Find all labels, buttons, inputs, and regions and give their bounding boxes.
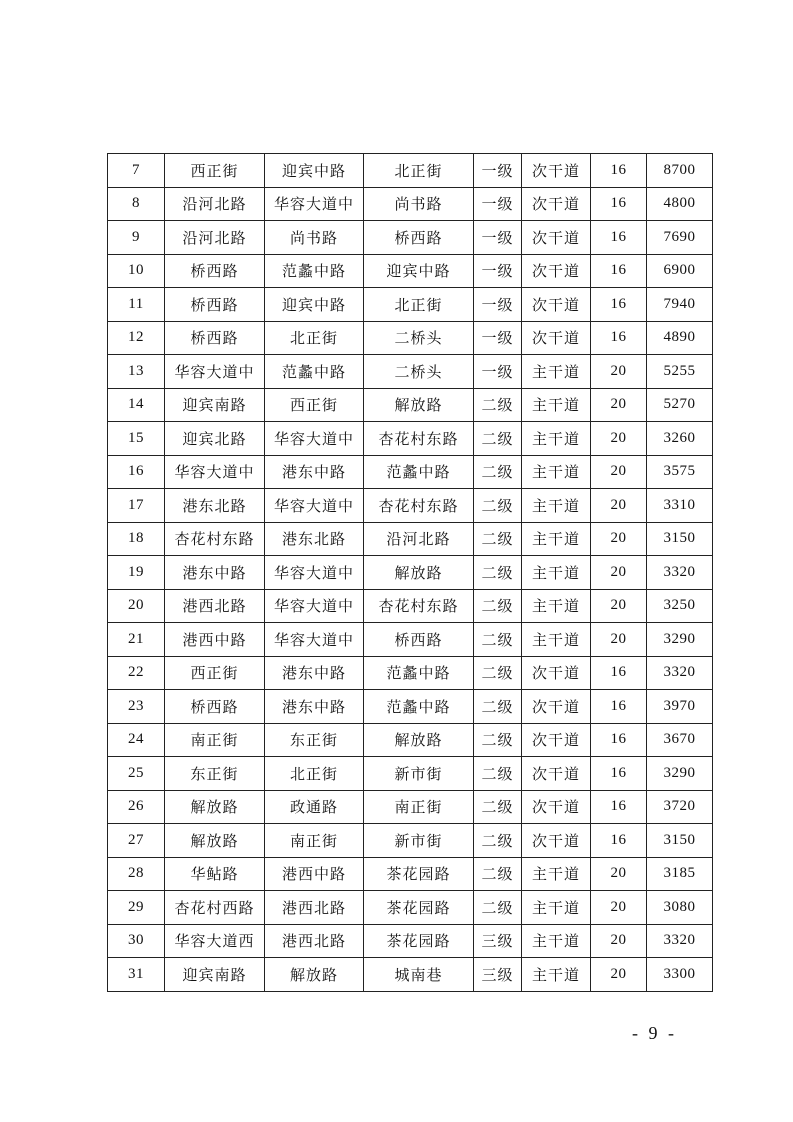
width-cell: 20	[591, 388, 647, 422]
road-name-cell: 港东北路	[165, 489, 265, 523]
length-cell: 3300	[647, 958, 713, 992]
table-row	[108, 187, 713, 221]
road-name-cell: 港西北路	[165, 589, 265, 623]
grade-cell: 一级	[474, 221, 522, 255]
table-row	[108, 522, 713, 556]
grade-cell: 一级	[474, 254, 522, 288]
row-index-cell: 8	[108, 187, 165, 221]
length-cell: 3575	[647, 455, 713, 489]
row-index-cell: 17	[108, 489, 165, 523]
grade-cell: 二级	[474, 656, 522, 690]
road-class-cell: 次干道	[522, 757, 591, 791]
road-class-cell: 次干道	[522, 288, 591, 322]
row-index-cell: 19	[108, 556, 165, 590]
grade-cell: 二级	[474, 522, 522, 556]
grade-cell: 一级	[474, 355, 522, 389]
grade-cell: 二级	[474, 723, 522, 757]
start-point-cell: 尚书路	[265, 221, 364, 255]
width-cell: 16	[591, 321, 647, 355]
end-point-cell: 解放路	[364, 723, 474, 757]
end-point-cell: 二桥头	[364, 321, 474, 355]
start-point-cell: 港西北路	[265, 924, 364, 958]
width-cell: 16	[591, 254, 647, 288]
start-point-cell: 华容大道中	[265, 187, 364, 221]
table-row	[108, 154, 713, 188]
length-cell: 3310	[647, 489, 713, 523]
width-cell: 20	[591, 355, 647, 389]
road-name-cell: 迎宾北路	[165, 422, 265, 456]
road-name-cell: 杏花村东路	[165, 522, 265, 556]
length-cell: 5270	[647, 388, 713, 422]
end-point-cell: 解放路	[364, 556, 474, 590]
table-row	[108, 790, 713, 824]
length-cell: 7690	[647, 221, 713, 255]
table-row	[108, 489, 713, 523]
road-class-cell: 主干道	[522, 422, 591, 456]
road-class-cell: 主干道	[522, 891, 591, 925]
table-row	[108, 288, 713, 322]
length-cell: 3250	[647, 589, 713, 623]
grade-cell: 一级	[474, 187, 522, 221]
row-index-cell: 13	[108, 355, 165, 389]
grade-cell: 一级	[474, 288, 522, 322]
row-index-cell: 18	[108, 522, 165, 556]
grade-cell: 二级	[474, 824, 522, 858]
table-row	[108, 556, 713, 590]
table-row	[108, 221, 713, 255]
road-name-cell: 华容大道中	[165, 355, 265, 389]
road-class-cell: 主干道	[522, 958, 591, 992]
table-row	[108, 422, 713, 456]
length-cell: 3150	[647, 522, 713, 556]
road-class-cell: 次干道	[522, 723, 591, 757]
table-body	[108, 154, 713, 992]
end-point-cell: 范蠡中路	[364, 656, 474, 690]
grade-cell: 二级	[474, 690, 522, 724]
row-index-cell: 10	[108, 254, 165, 288]
end-point-cell: 杏花村东路	[364, 589, 474, 623]
start-point-cell: 华容大道中	[265, 556, 364, 590]
length-cell: 3970	[647, 690, 713, 724]
width-cell: 16	[591, 288, 647, 322]
end-point-cell: 茶花园路	[364, 924, 474, 958]
end-point-cell: 尚书路	[364, 187, 474, 221]
table-row	[108, 857, 713, 891]
road-class-cell: 次干道	[522, 656, 591, 690]
start-point-cell: 港东中路	[265, 455, 364, 489]
row-index-cell: 27	[108, 824, 165, 858]
row-index-cell: 16	[108, 455, 165, 489]
end-point-cell: 桥西路	[364, 623, 474, 657]
road-name-cell: 解放路	[165, 824, 265, 858]
table-row	[108, 623, 713, 657]
row-index-cell: 12	[108, 321, 165, 355]
grade-cell: 三级	[474, 958, 522, 992]
width-cell: 16	[591, 824, 647, 858]
road-name-cell: 沿河北路	[165, 187, 265, 221]
width-cell: 20	[591, 623, 647, 657]
start-point-cell: 西正街	[265, 388, 364, 422]
road-class-cell: 次干道	[522, 824, 591, 858]
length-cell: 5255	[647, 355, 713, 389]
table-row	[108, 355, 713, 389]
end-point-cell: 二桥头	[364, 355, 474, 389]
end-point-cell: 桥西路	[364, 221, 474, 255]
road-class-cell: 主干道	[522, 556, 591, 590]
road-name-cell: 华容大道西	[165, 924, 265, 958]
width-cell: 16	[591, 757, 647, 791]
road-class-cell: 次干道	[522, 790, 591, 824]
start-point-cell: 华容大道中	[265, 422, 364, 456]
row-index-cell: 14	[108, 388, 165, 422]
start-point-cell: 华容大道中	[265, 623, 364, 657]
length-cell: 3670	[647, 723, 713, 757]
road-class-cell: 次干道	[522, 321, 591, 355]
length-cell: 3185	[647, 857, 713, 891]
road-class-cell: 次干道	[522, 690, 591, 724]
row-index-cell: 7	[108, 154, 165, 188]
grade-cell: 二级	[474, 489, 522, 523]
road-name-cell: 桥西路	[165, 254, 265, 288]
end-point-cell: 茶花园路	[364, 891, 474, 925]
end-point-cell: 范蠡中路	[364, 455, 474, 489]
end-point-cell: 城南巷	[364, 958, 474, 992]
grade-cell: 一级	[474, 154, 522, 188]
grade-cell: 二级	[474, 455, 522, 489]
grade-cell: 二级	[474, 422, 522, 456]
table-row	[108, 656, 713, 690]
length-cell: 3320	[647, 656, 713, 690]
road-class-cell: 次干道	[522, 154, 591, 188]
road-name-cell: 迎宾南路	[165, 958, 265, 992]
road-class-cell: 主干道	[522, 455, 591, 489]
width-cell: 16	[591, 154, 647, 188]
page-number: - 9 -	[632, 1023, 677, 1043]
road-class-cell: 主干道	[522, 589, 591, 623]
length-cell: 7940	[647, 288, 713, 322]
end-point-cell: 范蠡中路	[364, 690, 474, 724]
grade-cell: 三级	[474, 924, 522, 958]
road-class-cell: 主干道	[522, 355, 591, 389]
table-row	[108, 455, 713, 489]
grade-cell: 二级	[474, 623, 522, 657]
road-name-cell: 华鲇路	[165, 857, 265, 891]
end-point-cell: 杏花村东路	[364, 489, 474, 523]
length-cell: 3260	[647, 422, 713, 456]
start-point-cell: 港东北路	[265, 522, 364, 556]
row-index-cell: 15	[108, 422, 165, 456]
end-point-cell: 迎宾中路	[364, 254, 474, 288]
start-point-cell: 解放路	[265, 958, 364, 992]
grade-cell: 二级	[474, 589, 522, 623]
row-index-cell: 30	[108, 924, 165, 958]
length-cell: 6900	[647, 254, 713, 288]
road-name-cell: 沿河北路	[165, 221, 265, 255]
start-point-cell: 港东中路	[265, 656, 364, 690]
start-point-cell: 港西中路	[265, 857, 364, 891]
road-name-cell: 桥西路	[165, 321, 265, 355]
row-index-cell: 22	[108, 656, 165, 690]
road-name-cell: 桥西路	[165, 288, 265, 322]
width-cell: 20	[591, 422, 647, 456]
end-point-cell: 北正街	[364, 288, 474, 322]
width-cell: 20	[591, 924, 647, 958]
end-point-cell: 杏花村东路	[364, 422, 474, 456]
end-point-cell: 沿河北路	[364, 522, 474, 556]
start-point-cell: 范蠡中路	[265, 355, 364, 389]
row-index-cell: 31	[108, 958, 165, 992]
start-point-cell: 北正街	[265, 321, 364, 355]
road-class-cell: 主干道	[522, 924, 591, 958]
road-name-cell: 桥西路	[165, 690, 265, 724]
width-cell: 16	[591, 221, 647, 255]
road-name-cell: 解放路	[165, 790, 265, 824]
table-row	[108, 891, 713, 925]
end-point-cell: 南正街	[364, 790, 474, 824]
row-index-cell: 23	[108, 690, 165, 724]
grade-cell: 二级	[474, 857, 522, 891]
table-row	[108, 321, 713, 355]
length-cell: 3080	[647, 891, 713, 925]
start-point-cell: 迎宾中路	[265, 154, 364, 188]
length-cell: 4890	[647, 321, 713, 355]
width-cell: 16	[591, 790, 647, 824]
road-class-cell: 主干道	[522, 857, 591, 891]
row-index-cell: 29	[108, 891, 165, 925]
table-row	[108, 690, 713, 724]
road-table	[107, 153, 713, 992]
end-point-cell: 新市街	[364, 824, 474, 858]
road-class-cell: 次干道	[522, 187, 591, 221]
end-point-cell: 新市街	[364, 757, 474, 791]
start-point-cell: 华容大道中	[265, 589, 364, 623]
road-name-cell: 西正街	[165, 656, 265, 690]
road-name-cell: 南正街	[165, 723, 265, 757]
width-cell: 16	[591, 723, 647, 757]
width-cell: 20	[591, 891, 647, 925]
width-cell: 20	[591, 556, 647, 590]
road-name-cell: 西正街	[165, 154, 265, 188]
row-index-cell: 28	[108, 857, 165, 891]
width-cell: 20	[591, 857, 647, 891]
start-point-cell: 港东中路	[265, 690, 364, 724]
road-name-cell: 港东中路	[165, 556, 265, 590]
width-cell: 20	[591, 489, 647, 523]
width-cell: 16	[591, 690, 647, 724]
end-point-cell: 茶花园路	[364, 857, 474, 891]
table-row	[108, 757, 713, 791]
width-cell: 20	[591, 958, 647, 992]
grade-cell: 二级	[474, 556, 522, 590]
road-name-cell: 迎宾南路	[165, 388, 265, 422]
start-point-cell: 港西北路	[265, 891, 364, 925]
table-row	[108, 723, 713, 757]
table-row	[108, 254, 713, 288]
start-point-cell: 迎宾中路	[265, 288, 364, 322]
table-row	[108, 824, 713, 858]
length-cell: 3150	[647, 824, 713, 858]
grade-cell: 二级	[474, 790, 522, 824]
length-cell: 8700	[647, 154, 713, 188]
start-point-cell: 华容大道中	[265, 489, 364, 523]
length-cell: 3720	[647, 790, 713, 824]
road-class-cell: 次干道	[522, 221, 591, 255]
width-cell: 20	[591, 589, 647, 623]
table-row	[108, 924, 713, 958]
width-cell: 20	[591, 522, 647, 556]
road-class-cell: 主干道	[522, 388, 591, 422]
start-point-cell: 政通路	[265, 790, 364, 824]
end-point-cell: 解放路	[364, 388, 474, 422]
road-class-cell: 主干道	[522, 489, 591, 523]
road-class-cell: 主干道	[522, 623, 591, 657]
grade-cell: 二级	[474, 388, 522, 422]
width-cell: 20	[591, 455, 647, 489]
road-name-cell: 华容大道中	[165, 455, 265, 489]
start-point-cell: 北正街	[265, 757, 364, 791]
start-point-cell: 南正街	[265, 824, 364, 858]
grade-cell: 一级	[474, 321, 522, 355]
road-class-cell: 次干道	[522, 254, 591, 288]
row-index-cell: 24	[108, 723, 165, 757]
width-cell: 16	[591, 187, 647, 221]
row-index-cell: 11	[108, 288, 165, 322]
table-row	[108, 589, 713, 623]
row-index-cell: 21	[108, 623, 165, 657]
road-class-cell: 主干道	[522, 522, 591, 556]
start-point-cell: 东正街	[265, 723, 364, 757]
row-index-cell: 9	[108, 221, 165, 255]
end-point-cell: 北正街	[364, 154, 474, 188]
length-cell: 4800	[647, 187, 713, 221]
start-point-cell: 范蠡中路	[265, 254, 364, 288]
length-cell: 3320	[647, 556, 713, 590]
row-index-cell: 25	[108, 757, 165, 791]
road-name-cell: 港西中路	[165, 623, 265, 657]
grade-cell: 二级	[474, 757, 522, 791]
table-row	[108, 388, 713, 422]
row-index-cell: 26	[108, 790, 165, 824]
width-cell: 16	[591, 656, 647, 690]
road-name-cell: 杏花村西路	[165, 891, 265, 925]
length-cell: 3290	[647, 623, 713, 657]
road-name-cell: 东正街	[165, 757, 265, 791]
length-cell: 3320	[647, 924, 713, 958]
row-index-cell: 20	[108, 589, 165, 623]
length-cell: 3290	[647, 757, 713, 791]
table-row	[108, 958, 713, 992]
grade-cell: 二级	[474, 891, 522, 925]
